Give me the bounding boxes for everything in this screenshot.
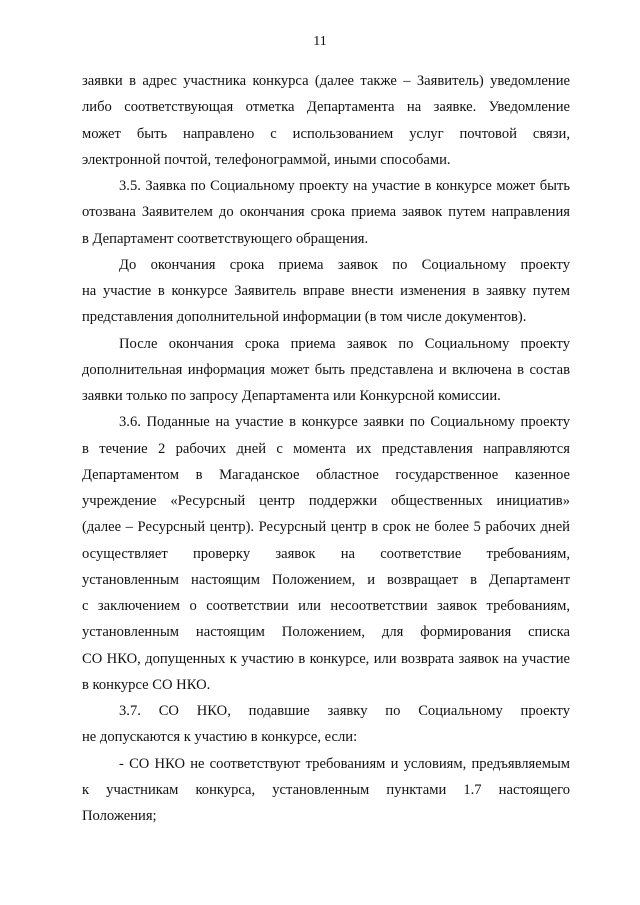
paragraph [82, 68, 570, 173]
text-line: До окончания срока приема заявок по Социальному проекту [119, 256, 570, 273]
text-line: в Департамент соответствующего обращения. [82, 230, 369, 247]
text-line: с заключением о соответствии или несоответствии заявок требованиям, [82, 598, 570, 614]
text-line: осуществляет проверку заявок на соответствие требованиям, [82, 545, 570, 562]
text-line: Департаментом в Магаданское областное государственное казенное [82, 466, 570, 483]
paragraph [82, 173, 570, 252]
text-line: 3.5. Заявка по Социальному проекту на участие в конкурсе может быть [119, 178, 570, 194]
paragraph [82, 751, 570, 830]
paragraph [82, 252, 570, 331]
text-line: заявки только по запросу Департамента или Конкурсной комиссии. [82, 388, 501, 404]
paragraph [82, 698, 570, 751]
text-line: в течение 2 рабочих дней с момента их представления направляются [82, 440, 570, 457]
text-line: не допускаются к участию в конкурсе, если: [82, 729, 358, 746]
text-line: либо соответствующая отметка Департамента на заявке. Уведомление [82, 99, 570, 116]
text-line: СО НКО, допущенных к участию в конкурсе, или возврата заявок на участие [82, 650, 570, 667]
paragraph [82, 409, 570, 698]
text-line: 3.6. Поданные на участие в конкурсе заявки по Социальному проекту [119, 414, 570, 431]
text-line: установленным настоящим Положением, и возвращает в Департамент [82, 571, 570, 588]
text-line: учреждение «Ресурсный центр поддержки общественных инициатив» [82, 493, 570, 509]
page-number: 11 [313, 34, 327, 49]
paragraph [82, 331, 570, 410]
text-line: отозвана Заявителем до окончания срока приема заявок путем направления [82, 204, 570, 221]
text-line: может быть направлено с использованием услуг почтовой связи, [82, 125, 570, 142]
text-line: представления дополнительной информации (в том числе документов). [82, 309, 527, 326]
text-line: в конкурсе СО НКО. [82, 676, 211, 693]
text-line: к участникам конкурса, установленным пунктами 1.7 настоящего [82, 781, 570, 798]
text-line: дополнительная информация может быть представлена и включена в состав [82, 361, 570, 378]
text-line: заявки в адрес участника конкурса (далее также – Заявитель) уведомление [82, 73, 570, 89]
text-line: электронной почтой, телефонограммой, иными способами. [82, 151, 451, 168]
text-line: - СО НКО не соответствуют требованиям и условиям, предъявляемым [119, 755, 570, 772]
document-body [82, 68, 570, 829]
text-line: После окончания срока приема заявок по Социальному проекту [119, 335, 570, 352]
text-line: 3.7. СО НКО, подавшие заявку по Социальному проекту [119, 703, 570, 719]
text-line: (далее – Ресурсный центр). Ресурсный центр в срок не более 5 рабочих дней [82, 519, 570, 536]
text-line: на участие в конкурсе Заявитель вправе внести изменения в заявку путем [82, 283, 570, 299]
text-line: Положения; [82, 808, 157, 824]
text-line: установленным настоящим Положением, для формирования списка [82, 624, 570, 641]
